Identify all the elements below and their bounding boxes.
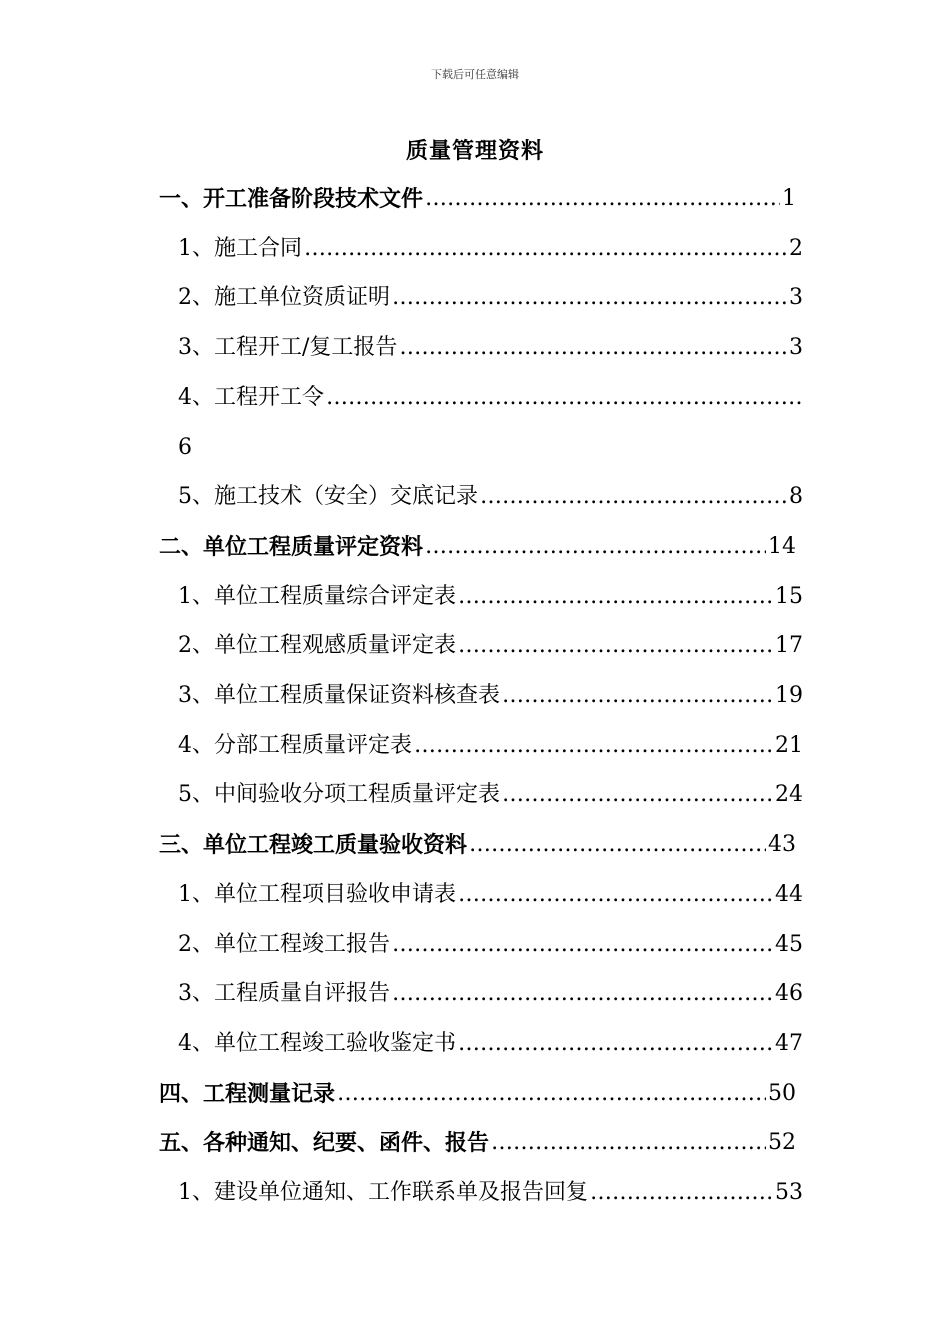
- toc-entry-label: 3、工程质量自评报告: [178, 981, 390, 1007]
- toc-dot-leader: [425, 522, 766, 572]
- toc-entry: [178, 870, 803, 920]
- toc-dot-leader: [304, 224, 787, 274]
- toc-entry-label: 1、施工合同: [178, 235, 302, 261]
- toc-page-number: 24: [775, 782, 803, 808]
- toc-entry-label: 1、建设单位通知、工作联系单及报告回复: [178, 1180, 588, 1205]
- toc-entry-label: 五、各种通知、纪要、函件、报告: [159, 1130, 490, 1157]
- toc-entry-label: 1、单位工程项目验收申请表: [178, 881, 456, 907]
- toc-entry: [178, 1168, 803, 1218]
- toc-page-number: 43: [768, 832, 796, 858]
- toc-entry: [178, 273, 803, 323]
- toc-entry: [178, 621, 803, 671]
- toc-dot-leader: [337, 1069, 766, 1119]
- toc-entry-label: 2、单位工程竣工报告: [178, 931, 390, 957]
- toc-entry: [178, 671, 803, 721]
- toc-entry: [178, 770, 803, 820]
- toc-page-number: 14: [768, 533, 796, 559]
- toc-entry: [178, 572, 803, 622]
- toc-page-number: 2: [789, 235, 803, 261]
- toc-entry: [159, 522, 796, 572]
- toc-entry-label: 4、分部工程质量评定表: [178, 732, 412, 758]
- toc-entry: [178, 323, 803, 373]
- toc-entry-label: 3、单位工程质量保证资料核查表: [178, 683, 500, 708]
- toc-dot-leader: [458, 870, 773, 920]
- toc-dot-leader: [399, 323, 787, 373]
- toc-page-number: 44: [775, 881, 803, 907]
- toc-entry: [178, 969, 803, 1019]
- toc-entry: [178, 423, 278, 473]
- toc-entry-label: 2、单位工程观感质量评定表: [178, 633, 456, 659]
- toc-dot-leader: [458, 621, 773, 671]
- toc-dot-leader: [480, 472, 787, 522]
- toc-dot-leader: [425, 174, 780, 224]
- toc-page-number: 46: [775, 981, 803, 1007]
- toc-page-number: 1: [782, 186, 796, 211]
- toc-entry-label: 4、单位工程竣工验收鉴定书: [178, 1030, 456, 1056]
- toc-entry: [159, 1069, 796, 1119]
- toc-page-number: 50: [768, 1080, 796, 1106]
- toc-entry: [178, 721, 803, 771]
- toc-dot-leader: [392, 969, 773, 1019]
- toc-entry-label: 3、工程开工/复工报告: [178, 335, 398, 361]
- toc-page-number: 15: [775, 583, 803, 609]
- toc-page-number: 17: [775, 633, 803, 659]
- toc-entry-label: 三、单位工程竣工质量验收资料: [159, 832, 468, 859]
- toc-page-number: 52: [768, 1130, 796, 1156]
- toc-dot-leader: [326, 373, 801, 423]
- toc-dot-leader: [590, 1168, 773, 1218]
- toc-page-number: 53: [775, 1180, 803, 1205]
- toc-dot-leader: [458, 1019, 773, 1069]
- toc-entry: [178, 472, 803, 522]
- toc-page-number: 21: [775, 732, 803, 758]
- toc-dot-leader: [458, 572, 773, 622]
- toc-entry-label: 四、工程测量记录: [159, 1080, 336, 1107]
- toc-page-number: 45: [775, 931, 803, 957]
- toc-entry-label: 4、工程开工令: [178, 384, 324, 410]
- toc-dot-leader: [469, 820, 766, 870]
- document-title: 质量管理资料: [405, 138, 544, 164]
- toc-entry-label: 二、单位工程质量评定资料: [159, 533, 424, 560]
- toc-entry-label: 2、施工单位资质证明: [178, 285, 390, 311]
- toc-entry-label: 6: [178, 434, 192, 460]
- toc-entry: [159, 820, 796, 870]
- toc-page-number: 47: [775, 1030, 803, 1056]
- toc-dot-leader: [502, 671, 773, 721]
- toc-page-number: 19: [775, 683, 803, 708]
- toc-entry: [178, 920, 803, 970]
- toc-entry-label: 1、单位工程质量综合评定表: [178, 583, 456, 609]
- toc-page-number: 3: [789, 335, 803, 361]
- toc-dot-leader: [392, 273, 787, 323]
- toc-entry: [178, 1019, 803, 1069]
- toc-entry-label: 一、开工准备阶段技术文件: [159, 186, 424, 212]
- toc-page-number: 8: [789, 484, 803, 510]
- toc-dot-leader: [392, 920, 773, 970]
- toc-entry: [178, 373, 803, 423]
- toc-entry: [178, 224, 803, 274]
- toc-page-number: 3: [789, 285, 803, 311]
- toc-entry: [159, 1118, 796, 1168]
- toc-dot-leader: [414, 721, 773, 771]
- toc-dot-leader: [502, 770, 773, 820]
- toc-entry-label: 5、中间验收分项工程质量评定表: [178, 782, 500, 808]
- page-header-note: 下载后可任意编辑: [431, 68, 519, 81]
- toc-entry-label: 5、施工技术（安全）交底记录: [178, 484, 478, 510]
- toc-entry: [159, 174, 796, 224]
- toc-dot-leader: [491, 1118, 766, 1168]
